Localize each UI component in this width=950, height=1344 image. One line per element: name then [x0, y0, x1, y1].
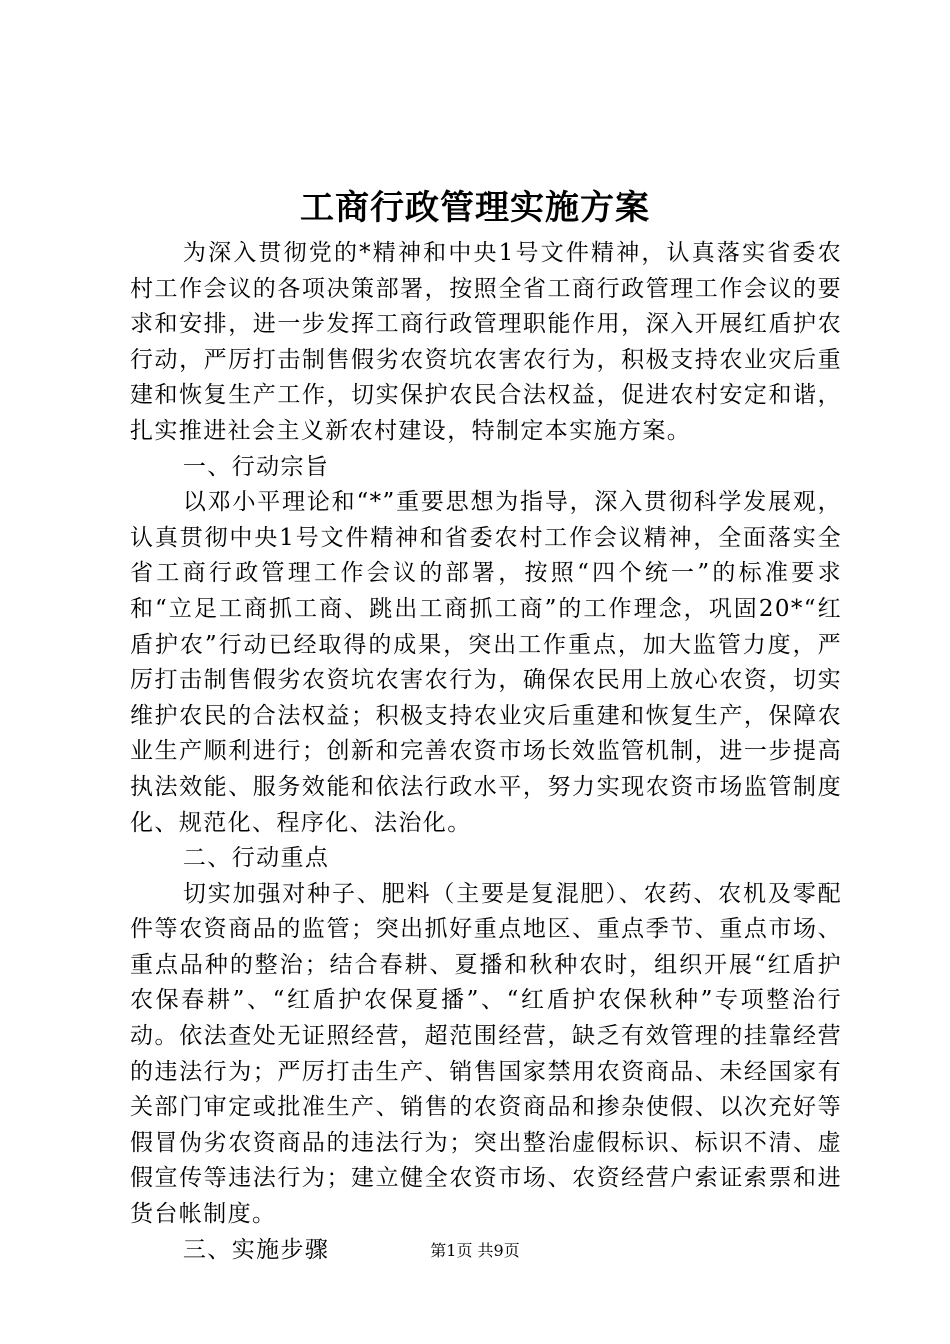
purpose-paragraph: 以邓小平理论和“*”重要思想为指导，深入贯彻科学发展观，认真贯彻中央1号文件精神和省委农村工作会议精神，全面落实全省工商行政管理工作会议的部署，按照“四个统一”的标准要求和“立足工商抓工商、跳出工商抓工商”的工作理念，巩固20*“红盾护农”行动已经取得的成果，突出工作重点，加大监管力度，严厉打击制售假劣农资坑农害农行为，确保农民用上放心农资，切实维护农民的合法权益；积极支持农业灾后重建和恢复生产，保障农业生产顺利进行；创新和完善农资市场长效监管机制，进一步提高执法效能、服务效能和依法行政水平，努力实现农资市场监管制度化、规范化、程序化、法治化。 — [130, 489, 842, 836]
section-heading-focus: 二、行动重点 — [182, 845, 330, 872]
document-title: 工商行政管理实施方案 — [300, 188, 650, 228]
focus-paragraph: 切实加强对种子、肥料（主要是复混肥）、农药、农机及零配件等农资商品的监管；突出抓好重点地区、重点季节、重点市场、重点品种的整治；结合春耕、夏播和秋种农时，组织开展“红盾护农保春耕”、“红盾护农保夏播”、“红盾护农保秋种”专项整治行动。依法查处无证照经营，超范围经营，缺乏有效管理的挂靠经营的违法行为；严厉打击生产、销售国家禁用农资商品、未经国家有关部门审定或批准生产、销售的农资商品和掺杂使假、以次充好等假冒伪劣农资商品的违法行为；突出整治虚假标识、标识不清、虚假宣传等违法行为；建立健全农资市场、农资经营户索证索票和进货台帐制度。 — [130, 880, 842, 1228]
section-heading-purpose: 一、行动宗旨 — [182, 453, 330, 480]
page-footer: 第1页 共9页 — [430, 1241, 520, 1260]
document-body — [130, 236, 842, 1268]
section-heading-steps: 三、实施步骤 — [182, 1236, 330, 1263]
intro-paragraph: 为深入贯彻党的*精神和中央1号文件精神，认真落实省委农村工作会议的各项决策部署，按照全省工商行政管理工作会议的要求和安排，进一步发挥工商行政管理职能作用，深入开展红盾护农行动，严厉打击制售假劣农资坑农害农行为，积极支持农业灾后重建和恢复生产工作，切实保护农民合法权益，促进农村安定和谐，扎实推进社会主义新农村建设，特制定本实施方案。 — [130, 240, 842, 444]
